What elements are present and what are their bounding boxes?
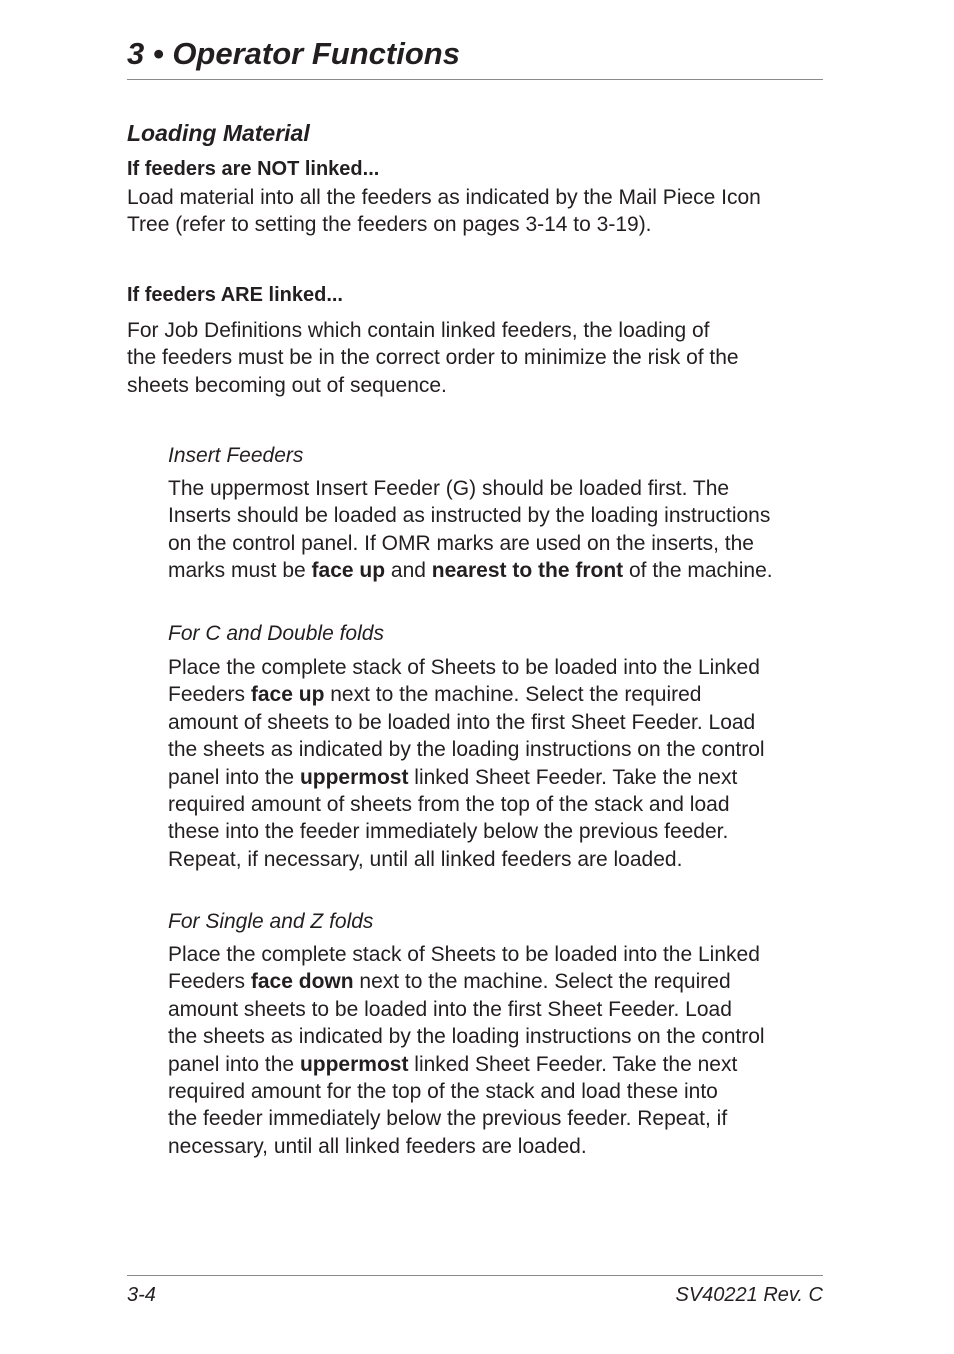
emphasis-uppermost: uppermost [299, 1052, 409, 1076]
document-id: SV40221 Rev. C [675, 1284, 823, 1306]
text-run: marks must be [168, 559, 312, 583]
not-linked-heading: If feeders are NOT linked... [127, 158, 380, 180]
text-line: sheets becoming out of sequence. [127, 373, 447, 397]
text-line [168, 681, 765, 708]
text-line [168, 557, 773, 584]
c-double-folds-paragraph [168, 654, 765, 873]
text-run: Feeders [168, 683, 251, 707]
text-line: For Job Definitions which contain linked feeders, the loading of [127, 319, 710, 342]
page-number: 3-4 [127, 1284, 156, 1306]
text-line: Place the complete stack of Sheets to be loaded into the Linked [168, 656, 760, 679]
linked-paragraph [127, 317, 739, 399]
text-line: necessary, until all linked feeders are loaded. [168, 1134, 587, 1158]
text-line: these into the feeder immediately below the previous feeder. [168, 820, 729, 844]
text-run: next to the machine. Select the required [324, 683, 702, 707]
section-title: Loading Material [127, 120, 310, 146]
text-run: Feeders [168, 970, 251, 994]
emphasis-face-up: face up [311, 559, 386, 583]
text-run: linked Sheet Feeder. Take the next [408, 765, 738, 789]
header-divider [127, 79, 823, 80]
text-line: on the control panel. If OMR marks are used on the inserts, the [168, 531, 754, 555]
text-line: required amount of sheets from the top of the stack and load [168, 793, 730, 817]
insert-feeders-paragraph [168, 475, 773, 585]
text-line: the feeders must be in the correct order to minimize the risk of the [127, 346, 739, 370]
chapter-title: 3 • Operator Functions [127, 36, 460, 71]
not-linked-paragraph [127, 184, 761, 239]
text-line: required amount for the top of the stack and load these into [168, 1080, 718, 1104]
text-line [168, 764, 765, 791]
text-run: panel into the [168, 1052, 300, 1076]
text-line: amount of sheets to be loaded into the first Sheet Feeder. Load [168, 710, 756, 734]
text-run: linked Sheet Feeder. Take the next [408, 1052, 738, 1076]
text-line: the sheets as indicated by the loading instructions on the control [168, 1025, 765, 1049]
linked-heading: If feeders ARE linked... [127, 284, 343, 306]
single-z-folds-heading: For Single and Z folds [168, 910, 374, 933]
emphasis-face-up: face up [250, 683, 325, 707]
text-line: Inserts should be loaded as instructed by the loading instructions [168, 504, 771, 528]
text-line: the sheets as indicated by the loading instructions on the control [168, 738, 765, 762]
single-z-folds-paragraph [168, 941, 765, 1160]
emphasis-nearest-front: nearest to the front [431, 559, 624, 583]
text-run: panel into the [168, 765, 300, 789]
text-line: Load material into all the feeders as indicated by the Mail Piece Icon [127, 186, 761, 209]
text-run: and [385, 559, 432, 583]
text-line: Repeat, if necessary, until all linked feeders are loaded. [168, 847, 683, 871]
text-line: Place the complete stack of Sheets to be loaded into the Linked [168, 943, 760, 966]
c-double-folds-heading: For C and Double folds [168, 622, 384, 645]
text-line: amount sheets to be loaded into the first Sheet Feeder. Load [168, 997, 732, 1021]
text-line [168, 1051, 765, 1078]
insert-feeders-heading: Insert Feeders [168, 444, 304, 467]
text-run: of the machine. [623, 559, 773, 583]
text-line: the feeder immediately below the previous feeder. Repeat, if [168, 1107, 728, 1131]
footer-divider [127, 1275, 823, 1276]
text-line: Tree (refer to setting the feeders on pages 3-14 to 3-19). [127, 213, 652, 237]
text-run: next to the machine. Select the required [353, 970, 731, 994]
emphasis-face-down: face down [250, 970, 354, 994]
emphasis-uppermost: uppermost [299, 765, 409, 789]
text-line [168, 968, 765, 995]
text-line: The uppermost Insert Feeder (G) should be loaded first. The [168, 477, 730, 500]
